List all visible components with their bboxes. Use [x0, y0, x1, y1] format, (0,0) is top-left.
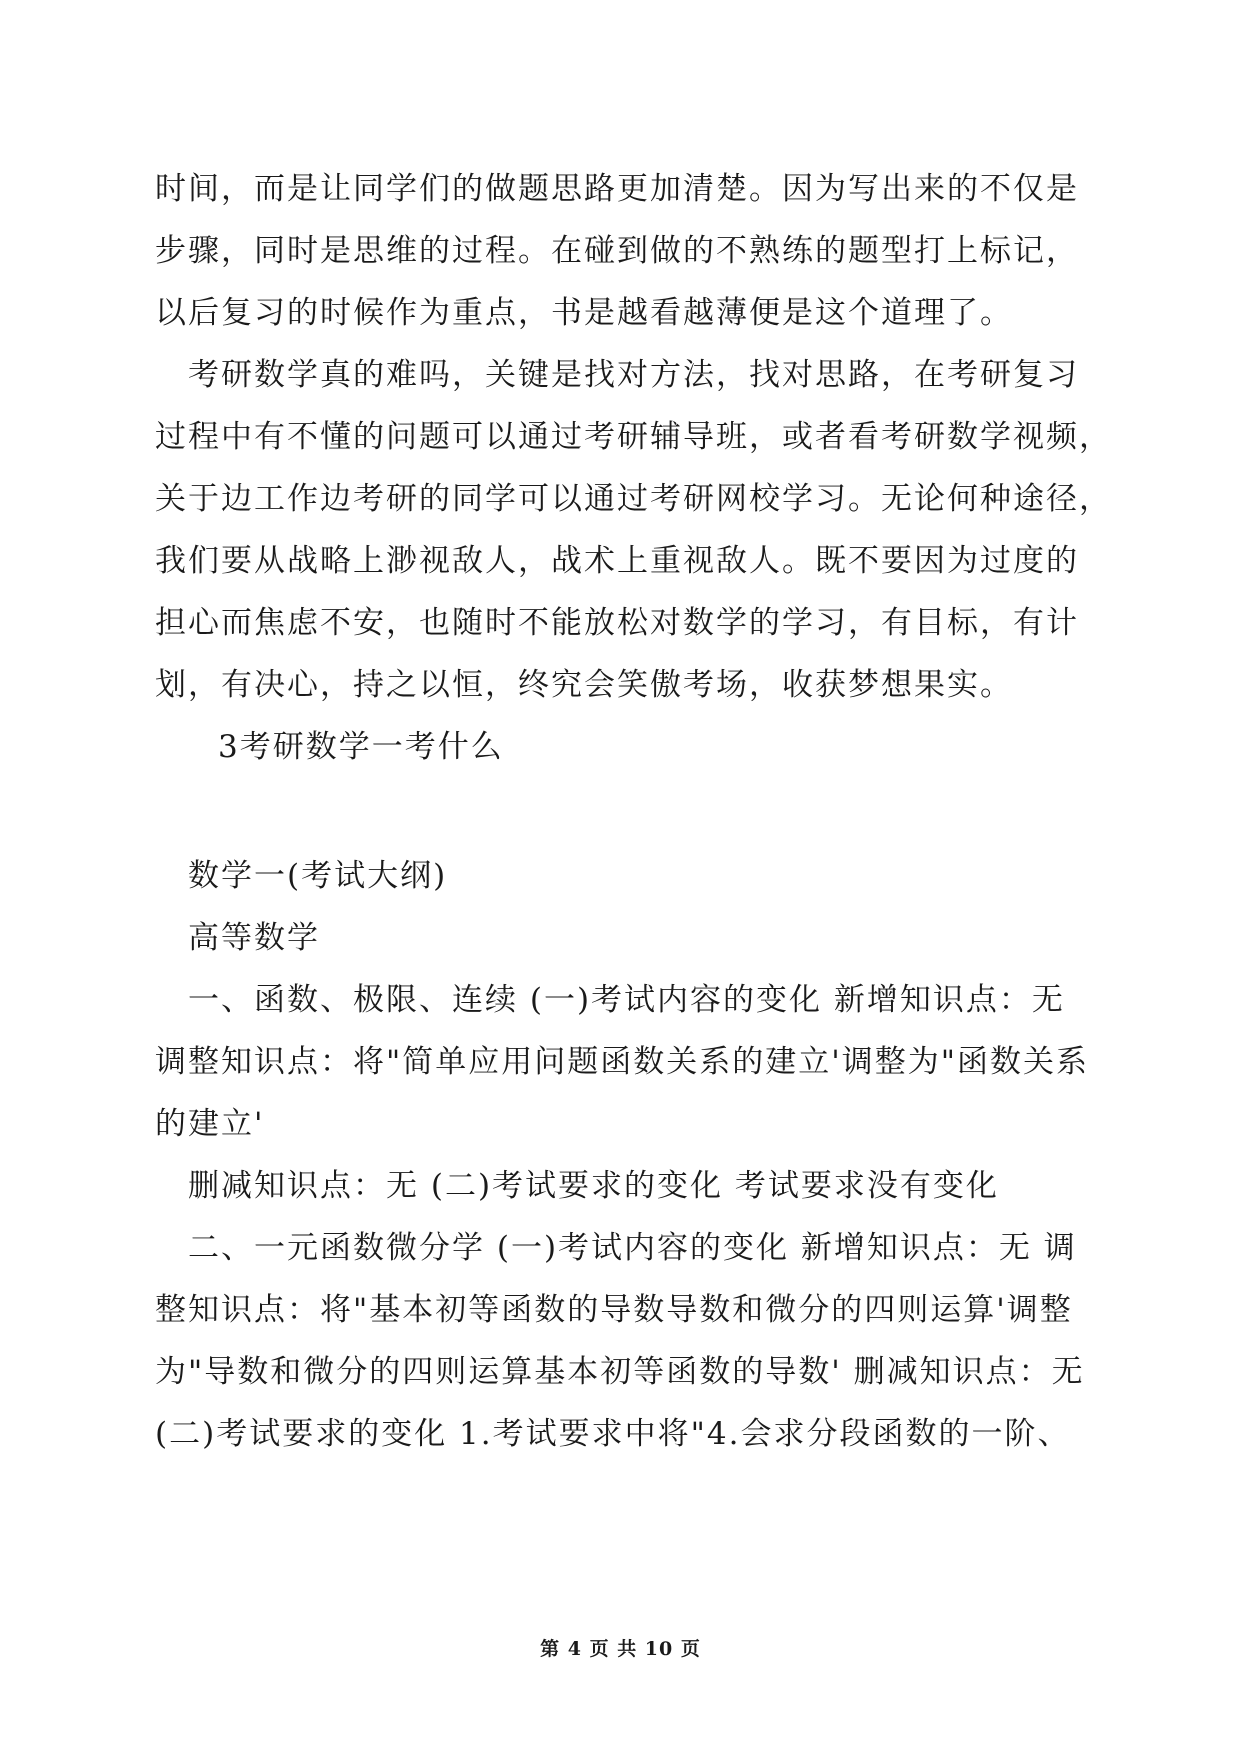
- text-line: 以后复习的时候作为重点，书是越看越薄便是这个道理了。: [155, 295, 1013, 331]
- text-line: 我们要从战略上渺视敌人，战术上重视敌人。既不要因为过度的: [155, 543, 1079, 579]
- text-line: 时间，而是让同学们的做题思路更加清楚。因为写出来的不仅是: [155, 171, 1079, 207]
- section-heading: 3考研数学一考什么: [218, 729, 504, 765]
- text-line: (二)考试要求的变化 1.考试要求中将"4.会求分段函数的一阶、: [155, 1416, 1071, 1452]
- paragraph-first-line: 二、一元函数微分学 (一)考试内容的变化 新增知识点：无 调: [188, 1230, 1077, 1266]
- page-footer: 第 4 页 共 10 页: [540, 1638, 701, 1660]
- paragraph-first-line: 考研数学真的难吗，关键是找对方法，找对思路，在考研复习: [188, 357, 1079, 393]
- text-line: 调整知识点：将"简单应用问题函数关系的建立'调整为"函数关系: [155, 1044, 1090, 1080]
- text-line: 的建立': [155, 1106, 265, 1142]
- text-line: 关于边工作边考研的同学可以通过考研网校学习。无论何种途径，: [155, 481, 1112, 517]
- paragraph-first-line: 删减知识点：无 (二)考试要求的变化 考试要求没有变化: [188, 1168, 999, 1204]
- paragraph-first-line: 一、函数、极限、连续 (一)考试内容的变化 新增知识点：无: [188, 982, 1065, 1018]
- text-line: 担心而焦虑不安，也随时不能放松对数学的学习，有目标，有计: [155, 605, 1079, 641]
- subsection-heading: 高等数学: [188, 920, 320, 956]
- text-line: 步骤，同时是思维的过程。在碰到做的不熟练的题型打上标记，: [155, 233, 1079, 269]
- subsection-heading: 数学一(考试大纲): [188, 858, 448, 894]
- text-line: 划，有决心，持之以恒，终究会笑傲考场，收获梦想果实。: [155, 667, 1013, 703]
- text-line: 为"导数和微分的四则运算基本初等函数的导数' 删减知识点：无: [155, 1354, 1085, 1390]
- text-line: 过程中有不懂的问题可以通过考研辅导班，或者看考研数学视频，: [155, 419, 1112, 455]
- text-line: 整知识点：将"基本初等函数的导数导数和微分的四则运算'调整: [155, 1292, 1073, 1328]
